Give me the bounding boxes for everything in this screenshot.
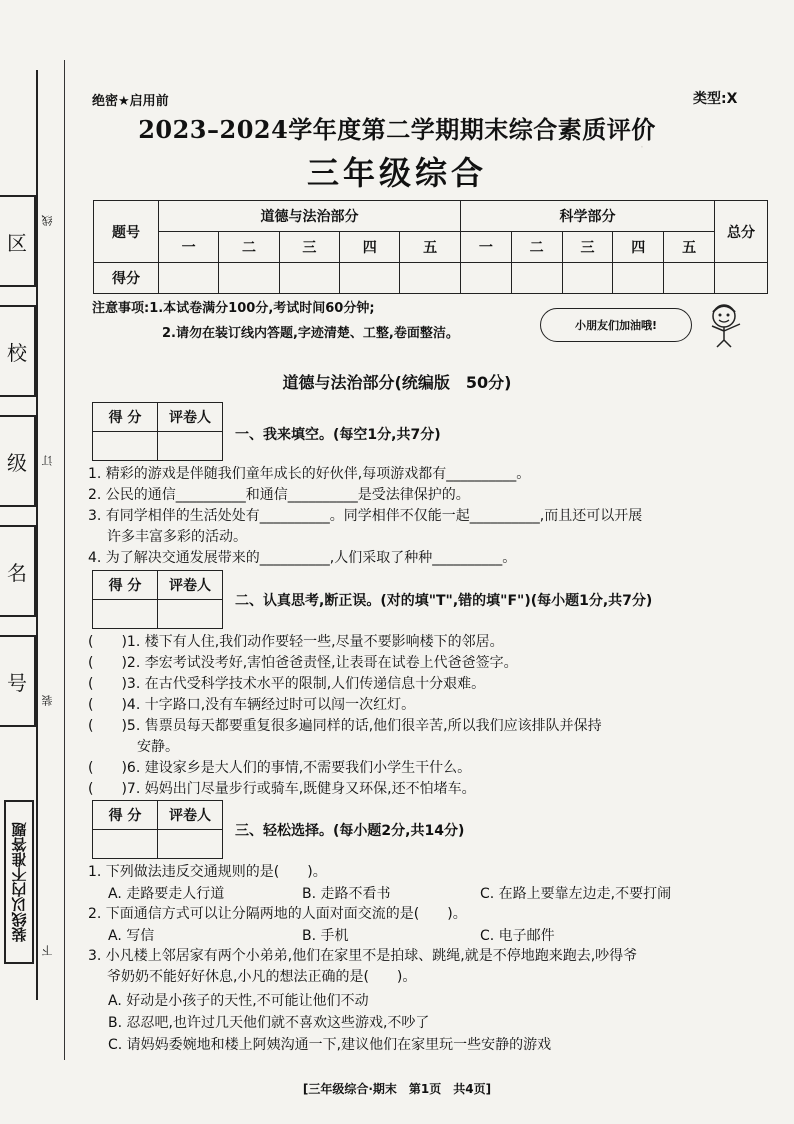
part3-q3: 3. 小凡楼上邻居家有两个小弟弟,他们在家里不是拍球、跳绳,就是不停地跑来跑去,吵得爷 <box>88 948 638 964</box>
score-cell[interactable] <box>159 263 219 294</box>
part3-q1-option-c: C. 在路上要靠左边走,不要打闹 <box>480 886 672 902</box>
part2-item: ( )2. 李宏考试没考好,害怕爸爸责怪,让表哥在试卷上代爸爸签字。 <box>88 655 518 671</box>
grader-score-cell[interactable] <box>93 600 158 629</box>
score-cell[interactable] <box>460 263 511 294</box>
part3-q1-option-a: A. 走路要走人行道 <box>108 886 225 902</box>
part3-q3-option-a: A. 好动是小孩子的天性,不可能让他们不动 <box>108 993 369 1009</box>
score-cell[interactable] <box>613 263 664 294</box>
score-cell[interactable] <box>340 263 400 294</box>
margin-mark-zhuang: 装 <box>41 695 54 706</box>
margin-line <box>36 70 38 1000</box>
score-cell[interactable] <box>511 263 562 294</box>
part3-heading: 三、轻松选择。(每小题2分,共14分) <box>235 823 465 839</box>
margin-box-class: 级 <box>0 415 36 507</box>
score-col: 三 <box>562 232 613 263</box>
score-col: 二 <box>511 232 562 263</box>
grader-score-label: 得 分 <box>93 403 158 432</box>
score-col: 五 <box>400 232 461 263</box>
part2-item-cont: 安静。 <box>137 739 179 755</box>
part2-item: ( )7. 妈妈出门尽量步行或骑车,既健身又环保,还不怕堵车。 <box>88 781 476 797</box>
part3-q1-option-b: B. 走路不看书 <box>302 886 391 902</box>
cartoon-kid-icon <box>700 300 752 348</box>
margin-mark-xia: 下 <box>41 945 54 956</box>
grader-score-cell[interactable] <box>93 432 158 461</box>
grader-reviewer-label: 评卷人 <box>158 403 223 432</box>
part2-item: ( )3. 在古代受科学技术水平的限制,人们传递信息十分艰难。 <box>88 676 486 692</box>
notes-line-2: 2.请勿在装订线内答题,字迹清楚、工整,卷面整洁。 <box>162 326 459 341</box>
section-title: 道德与法治部分(统编版 50分) <box>282 373 512 392</box>
grader-box-2 <box>92 570 223 629</box>
part1-item: 1. 精彩的游戏是伴随我们童年成长的好伙伴,每项游戏都有__________。 <box>88 466 531 482</box>
score-cell[interactable] <box>279 263 339 294</box>
score-table-tihao: 题号 <box>94 201 159 263</box>
notes <box>92 296 459 346</box>
grader-reviewer-cell[interactable] <box>158 830 223 859</box>
score-cell-total[interactable] <box>715 263 768 294</box>
no-answer-notice: 装线以内不准答题 <box>4 800 34 964</box>
score-cell[interactable] <box>664 263 715 294</box>
score-col: 二 <box>219 232 279 263</box>
notes-label: 注意事项: <box>92 301 150 316</box>
score-col: 三 <box>279 232 339 263</box>
part3-q3-cont: 爷奶奶不能好好休息,小凡的想法正确的是( )。 <box>107 969 417 985</box>
grader-score-label: 得 分 <box>93 571 158 600</box>
part1-heading: 一、我来填空。(每空1分,共7分) <box>235 427 441 443</box>
secret-label: 绝密★启用前 <box>92 94 169 109</box>
grader-box-1 <box>92 402 223 461</box>
grader-reviewer-label: 评卷人 <box>158 801 223 830</box>
part3-q1: 1. 下列做法违反交通规则的是( )。 <box>88 864 327 880</box>
score-table-total: 总分 <box>715 201 768 263</box>
part2-heading: 二、认真思考,断正误。(对的填"T",错的填"F")(每小题1分,共7分) <box>235 593 653 609</box>
bleed-through: · <box>640 140 644 154</box>
margin-mark-xian: 线 <box>41 215 54 226</box>
score-cell[interactable] <box>219 263 279 294</box>
part2-item: ( )4. 十字路口,没有车辆经过时可以闯一次红灯。 <box>88 697 416 713</box>
margin-box-school: 校 <box>0 305 36 397</box>
notes-line-1: 1.本试卷满分100分,考试时间60分钟; <box>149 301 375 316</box>
margin-box-name: 名 <box>0 525 36 617</box>
score-col: 一 <box>460 232 511 263</box>
score-cell[interactable] <box>400 263 461 294</box>
part1-item-cont: 许多丰富多彩的活动。 <box>107 529 247 545</box>
grader-score-cell[interactable] <box>93 830 158 859</box>
grader-score-label: 得 分 <box>93 801 158 830</box>
part1-item: 4. 为了解决交通发展带来的__________,人们采取了种种__________。 <box>88 550 517 566</box>
score-col: 四 <box>613 232 664 263</box>
part3-q2-option-c: C. 电子邮件 <box>480 928 555 944</box>
part2-item: ( )1. 楼下有人住,我们动作要轻一些,尽量不要影响楼下的邻居。 <box>88 634 504 650</box>
page-footer: [三年级综合·期末 第1页 共4页] <box>302 1082 492 1096</box>
part3-q2: 2. 下面通信方式可以让分隔两地的人面对面交流的是( )。 <box>88 906 467 922</box>
grader-reviewer-cell[interactable] <box>158 432 223 461</box>
part3-q2-option-a: A. 写信 <box>108 928 155 944</box>
margin-box-district: 区 <box>0 195 36 287</box>
score-cell[interactable] <box>562 263 613 294</box>
margin-line-outer <box>64 60 65 1060</box>
score-col: 一 <box>159 232 219 263</box>
part3-q3-option-c: C. 请妈妈委婉地和楼上阿姨沟通一下,建议他们在家里玩一些安静的游戏 <box>108 1037 552 1053</box>
cheer-bubble: 小朋友们加油哦! <box>540 308 692 342</box>
grader-box-3 <box>92 800 223 859</box>
score-col: 四 <box>340 232 400 263</box>
part2-item: ( )6. 建设家乡是大人们的事情,不需要我们小学生干什么。 <box>88 760 472 776</box>
part2-item: ( )5. 售票员每天都要重复很多遍同样的话,他们很辛苦,所以我们应该排队并保持 <box>88 718 602 734</box>
margin-mark-ding: 订 <box>41 455 54 466</box>
score-table <box>93 200 768 294</box>
part1-item: 2. 公民的通信__________和通信__________是受法律保护的。 <box>88 487 470 503</box>
part1-item: 3. 有同学相伴的生活处处有__________。同学相伴不仅能一起__________,而且还可以开展 <box>88 508 643 524</box>
score-table-science: 科学部分 <box>460 201 714 232</box>
score-table-defen: 得分 <box>94 263 159 294</box>
part3-q3-option-b: B. 忍忍吧,也许过几天他们就不喜欢这些游戏,不吵了 <box>108 1015 430 1031</box>
score-table-moral: 道德与法治部分 <box>159 201 461 232</box>
exam-subtitle: 三年级综合 <box>306 154 487 192</box>
margin-box-number: 号 <box>0 635 36 727</box>
part3-q2-option-b: B. 手机 <box>302 928 349 944</box>
grader-reviewer-cell[interactable] <box>158 600 223 629</box>
exam-title: 2023–2024学年度第二学期期末综合素质评价 <box>138 115 656 144</box>
grader-reviewer-label: 评卷人 <box>158 571 223 600</box>
score-col: 五 <box>664 232 715 263</box>
exam-type: 类型:X <box>693 91 738 107</box>
